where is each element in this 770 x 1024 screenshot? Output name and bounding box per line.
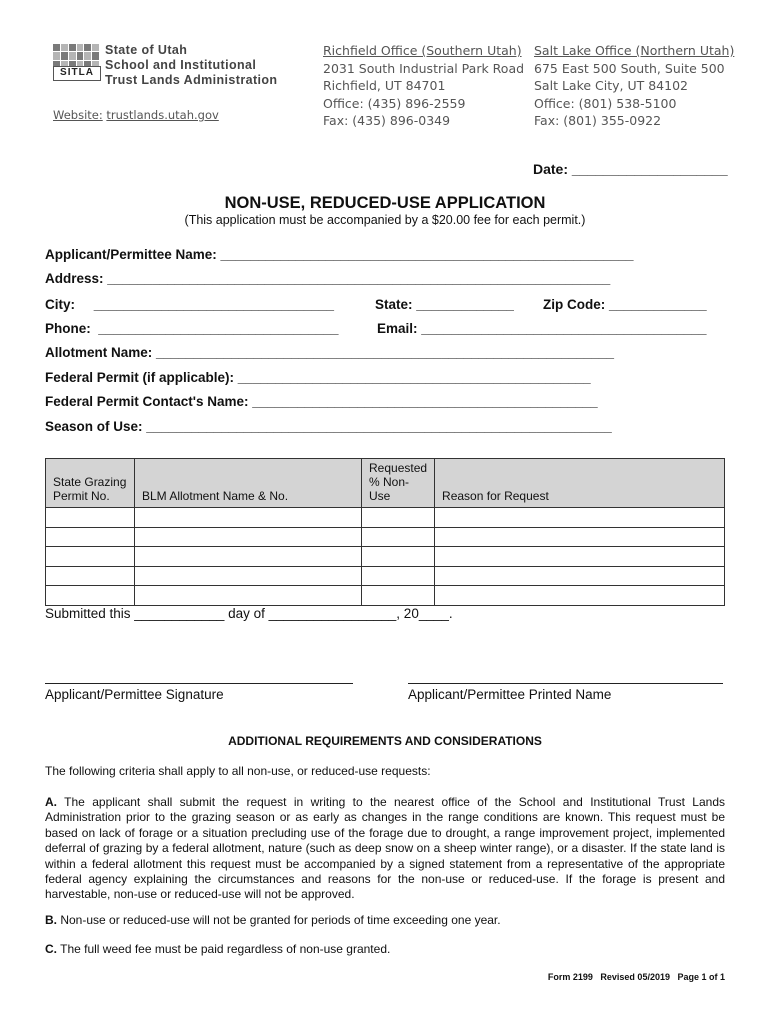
table-cell[interactable]	[362, 527, 435, 547]
table-cell[interactable]	[46, 547, 135, 567]
table-cell[interactable]	[135, 527, 362, 547]
table-cell[interactable]	[362, 566, 435, 586]
fee-note: (This application must be accompanied by a $20.00 fee for each permit.)	[184, 213, 586, 227]
table-cell[interactable]	[362, 586, 435, 606]
table-row	[46, 527, 725, 547]
col-reason-for-request: Reason for Request	[435, 459, 725, 508]
submitted-date-line[interactable]: Submitted this ____________ day of _________________, 20____.	[45, 606, 453, 621]
address-field[interactable]: Address: ___________________________________________________________________	[45, 271, 611, 286]
table-cell[interactable]	[46, 566, 135, 586]
table-cell[interactable]	[46, 508, 135, 528]
grazing-permit-table	[45, 458, 725, 606]
signature-label: Applicant/Permittee Signature	[45, 687, 224, 702]
signature-line[interactable]	[45, 683, 353, 684]
season-of-use-field[interactable]: Season of Use: ______________________________________________________________	[45, 419, 612, 434]
date-field[interactable]: Date: ____________________	[533, 161, 728, 177]
table-header-row	[46, 459, 725, 508]
office-southern-utah: Richfield Office (Southern Utah) 2031 South Industrial Park Road Richfield, UT 84701 Office: (435) 896-2559 Fax: (435) 896-0349	[323, 43, 525, 128]
table-row	[46, 586, 725, 606]
table-row	[46, 566, 725, 586]
printed-name-label: Applicant/Permittee Printed Name	[408, 687, 612, 702]
table-cell[interactable]	[135, 586, 362, 606]
col-state-grazing-permit: State Grazing Permit No.	[46, 459, 135, 508]
col-blm-allotment: BLM Allotment Name & No.	[135, 459, 362, 508]
table-cell[interactable]	[362, 547, 435, 567]
requirements-heading: ADDITIONAL REQUIREMENTS AND CONSIDERATIONS	[228, 734, 542, 748]
requirements-intro: The following criteria shall apply to all non-use, or reduced-use requests:	[45, 764, 431, 778]
table-cell[interactable]	[46, 527, 135, 547]
table-cell[interactable]	[435, 547, 725, 567]
table-cell[interactable]	[135, 508, 362, 528]
table-cell[interactable]	[46, 586, 135, 606]
city-field[interactable]: City: ________________________________	[45, 297, 335, 312]
sitla-logo-text: SITLA	[53, 66, 101, 81]
organization-name: State of Utah School and Institutional Trust Lands Administration	[105, 43, 278, 87]
table-cell[interactable]	[435, 508, 725, 528]
zip-code-field[interactable]: Zip Code: _____________	[543, 297, 707, 312]
phone-field[interactable]: Phone: ________________________________	[45, 321, 339, 336]
federal-contact-field[interactable]: Federal Permit Contact's Name: ______________________________________________	[45, 394, 598, 409]
requirement-b: B. Non-use or reduced-use will not be granted for periods of time exceeding one year.	[45, 913, 501, 927]
website-link[interactable]: Website: trustlands.utah.gov	[53, 108, 219, 122]
requirement-a: A. The applicant shall submit the request in writing to the nearest office of the School and Institutional Trust Lands Administration prior to the grazing season or as early as changes in the range conditions are known. This request must be based on lack of forage or a situation precluding use of the forage due to drought, a range improvement project, implemented deferral of grazing by a federal allotment, nature (such as deep snow on a sheep winter range), or a disaster. If the state land is within a federal allotment this request must be accompanied by a signed statement from a representative of the appropriate federal agency explaining the circumstances and reasons for the non-use or reduced-use. If the forage is present and harvestable, non-use or reduced-use will not be approved.	[45, 795, 726, 902]
federal-permit-field[interactable]: Federal Permit (if applicable): _______________________________________________	[45, 370, 591, 385]
col-requested-non-use: Requested % Non-Use	[362, 459, 435, 508]
table-cell[interactable]	[435, 527, 725, 547]
state-field[interactable]: State: _____________	[375, 297, 514, 312]
requirement-c: C. The full weed fee must be paid regardless of non-use granted.	[45, 942, 391, 956]
printed-name-line[interactable]	[408, 683, 723, 684]
table-row	[46, 508, 725, 528]
form-footer: Form 2199 Revised 05/2019 Page 1 of 1	[547, 972, 725, 982]
table-cell[interactable]	[135, 547, 362, 567]
table-cell[interactable]	[435, 566, 725, 586]
table-cell[interactable]	[362, 508, 435, 528]
table-cell[interactable]	[135, 566, 362, 586]
table-cell[interactable]	[435, 586, 725, 606]
email-field[interactable]: Email: ______________________________________	[377, 321, 707, 336]
applicant-name-field[interactable]: Applicant/Permittee Name: _______________________________________________________	[45, 247, 634, 262]
office-northern-utah: Salt Lake Office (Northern Utah) 675 East 500 South, Suite 500 Salt Lake City, UT 84102 Office: (801) 538-5100 Fax: (801) 355-0922	[534, 43, 735, 128]
allotment-name-field[interactable]: Allotment Name: _____________________________________________________________	[45, 345, 615, 360]
form-title: NON-USE, REDUCED-USE APPLICATION	[224, 194, 546, 212]
table-row	[46, 547, 725, 567]
